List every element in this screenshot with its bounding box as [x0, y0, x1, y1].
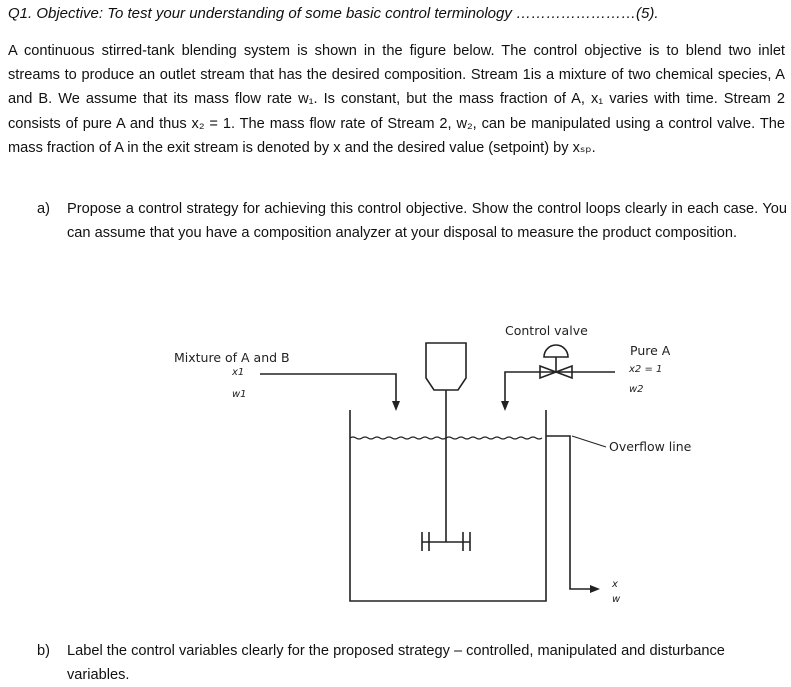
overflow-line: [546, 436, 594, 589]
outlet-w-label: w: [612, 594, 621, 605]
outlet-x-label: x: [612, 579, 618, 590]
stream1-arrowhead: [392, 401, 400, 411]
stream2-w-label: w2: [629, 384, 644, 395]
stream2-label: Pure A: [630, 343, 671, 358]
agitator-motor: [426, 343, 466, 390]
part-b-label: b): [37, 643, 50, 659]
stream1-x-label: x1: [232, 367, 245, 378]
stream2-x-label: x2 = 1: [629, 364, 663, 375]
outlet-arrowhead: [590, 585, 600, 593]
part-b-text: Label the control variables clearly for the proposed strategy – controlled, manipulated and disturbance variables.: [67, 643, 725, 683]
stream1-pipe: [260, 374, 396, 408]
stream1-label: Mixture of A and B: [174, 350, 290, 365]
stream2-arrowhead: [501, 401, 509, 411]
overflow-leader: [572, 436, 606, 447]
blending-tank-diagram: [160, 315, 720, 615]
stream1-w-label: w1: [232, 389, 247, 400]
control-valve-actuator: [544, 345, 568, 372]
part-a-text: Propose a control strategy for achieving this control objective. Show the control loops clearly in each case. You can assume that you have a composition analyzer at your disposal to measure the product composition.: [67, 201, 787, 241]
problem-paragraph: A continuous stirred-tank blending system is shown in the figure below. The control objective is to blend two inlet streams to produce an outlet stream that has the desired composition. Stream 1is a mixture of two chemical species, A and B. We assume that its mass flow rate w₁. Is constant, but the mass fraction of A, x₁ varies with time. Stream 2 consists of pure A and thus x₂ = 1. The mass flow rate of Stream 2, w₂, can be manipulated using a control valve. The mass fraction of A in the exit stream is denoted by x and the desired value (setpoint) by xₛₚ.: [8, 43, 785, 156]
question-heading: Q1. Objective: To test your understanding of some basic control terminology ……………………(5).: [8, 5, 659, 22]
stream2-pipe: [505, 372, 615, 408]
control-valve-label: Control valve: [505, 323, 588, 338]
part-a-label: a): [37, 201, 50, 217]
overflow-label: Overflow line: [609, 439, 692, 454]
